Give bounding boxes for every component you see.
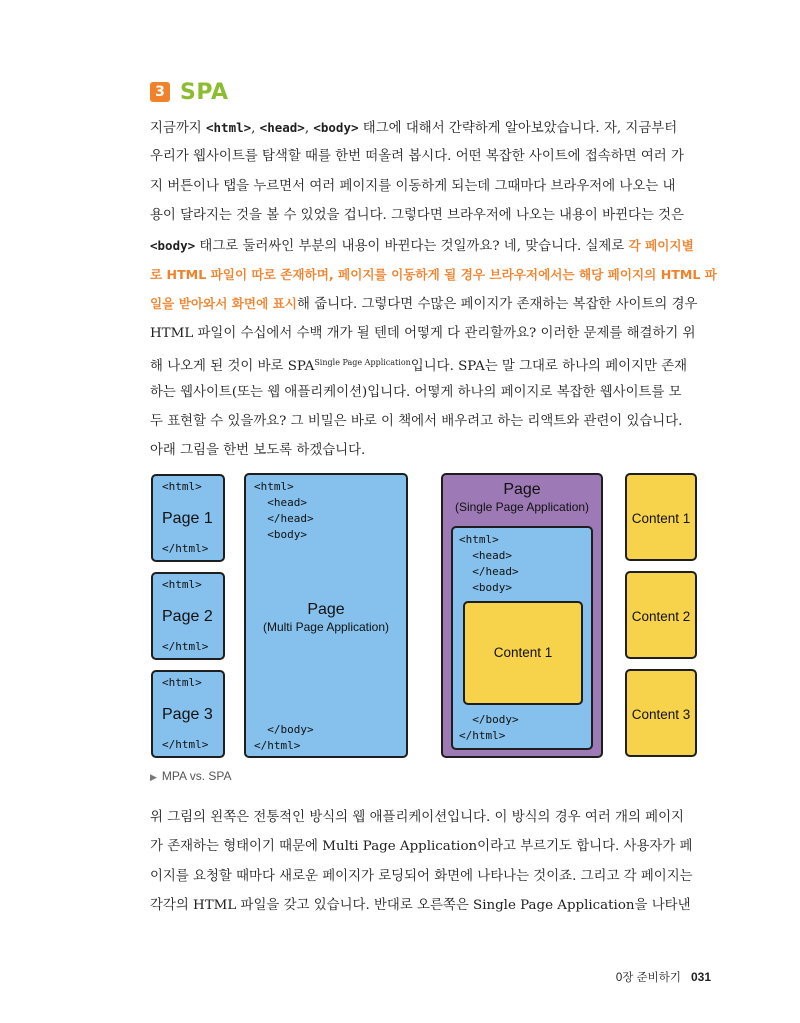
section-number-badge: 3 <box>150 82 170 102</box>
content-box-3 <box>625 669 697 757</box>
text-line: 아래 그림을 한번 보도록 하겠습니다. <box>150 443 366 459</box>
page-label: Page 2 <box>162 608 213 625</box>
page-footer <box>616 969 711 985</box>
text-line: 우리가 웹사이트를 탐색할 때를 한번 떠올려 봅시다. 어떤 복잡한 사이트에 접속하면 여러 가 <box>150 149 684 165</box>
diagram-page-title: Page <box>307 601 345 618</box>
code-body-tag: <body> <box>150 237 196 253</box>
code-open: <html> <box>162 578 202 591</box>
diagram-page-title: Page <box>503 481 541 498</box>
text-line: 지 버튼이나 탭을 누르면서 여러 페이지를 이동하게 되는데 그때마다 브라우저에 나오는 내 <box>150 178 676 194</box>
spa-page-box <box>441 473 603 758</box>
spa-content-box <box>463 601 583 705</box>
content-label: Content 3 <box>631 707 691 722</box>
caption-text: MPA vs. SPA <box>161 769 232 783</box>
superscript-note: Single Page Application <box>314 358 411 368</box>
text-line: 두 표현할 수 있을까요? 그 비밀은 바로 이 책에서 배우려고 하는 리액트와 관련이 있습니다. <box>150 413 683 429</box>
mpa-page-2-box <box>151 572 225 660</box>
highlight-text: 일을 받아와서 화면에 표시 <box>150 296 297 312</box>
mpa-page-3-box <box>151 670 225 758</box>
code-block-bottom: </body> </html> <box>254 723 314 752</box>
code-block-top: <html> <head> </head> <body> <box>459 533 519 594</box>
code-body-tag: <body> <box>313 120 359 135</box>
text-line: 이지를 요청할 때마다 새로운 페이지가 로딩되어 화면에 나타나는 것이죠. 그리고 각 페이지는 <box>150 868 693 884</box>
highlight-text: 각 페이지별 <box>628 237 694 253</box>
highlight-text: 로 HTML 파일이 따로 존재하며, 페이지를 이동하게 될 경우 브라우저에서는 해당 페이지의 HTML 파 <box>150 266 717 282</box>
text-line: <body> 태그로 둘러싸인 부분의 내용이 바뀐다는 것일까요? 네, 맞습니다. 실제로 각 페이지별 <box>150 237 694 254</box>
text-line: 일을 받아와서 화면에 표시해 줍니다. 그렇다면 수많은 페이지가 존재하는 복잡한 사이트의 경우 <box>150 296 698 313</box>
page-number: 031 <box>690 970 711 984</box>
content-box-2 <box>625 571 697 659</box>
section-title: SPA <box>180 79 229 105</box>
explanation-paragraph <box>150 803 718 921</box>
content-label: Content 2 <box>631 609 691 624</box>
mpa-page-box <box>244 473 408 758</box>
page-label: Page 3 <box>162 706 213 723</box>
text-line: 지금까지 <html>, <head>, <body> 태그에 대해서 간략하게 알아보았습니다. 자, 지금부터 <box>150 120 678 136</box>
code-block-bottom: </body> </html> <box>459 713 519 742</box>
code-open: <html> <box>162 676 202 689</box>
text-line: 각각의 HTML 파일을 갖고 있습니다. 반대로 오른쪽은 Single Page Application을 나타낸 <box>150 898 691 914</box>
code-close: </html> <box>162 640 209 653</box>
text-line: HTML 파일이 수십에서 수백 개가 될 텐데 어떻게 다 관리할까요? 이러한 문제를 해결하기 위 <box>150 325 696 341</box>
caption-triangle-icon: ▶ <box>150 772 157 782</box>
text-line: 용이 달라지는 것을 볼 수 있었을 겁니다. 그렇다면 브라우저에 나오는 내용이 바뀐다는 것은 <box>150 208 684 224</box>
text-line: 위 그림의 왼쪽은 전통적인 방식의 웹 애플리케이션입니다. 이 방식의 경우 여러 개의 페이지 <box>150 810 684 825</box>
figure-caption <box>150 769 232 783</box>
code-open: <html> <box>162 480 202 493</box>
text-line: 해 나오게 된 것이 바로 $SPA^{Single Page Application}$입니다. SPA는 말 그대로 하나의 페이지만 존재 <box>150 358 688 375</box>
code-close: </html> <box>162 738 209 751</box>
code-close: </html> <box>162 542 209 555</box>
mpa-page-1-box <box>151 474 225 562</box>
diagram-page-subtitle: (Multi Page Application) <box>262 620 390 634</box>
content-label: Content 1 <box>631 511 691 526</box>
code-block-top: <html> <head> </head> <body> <box>254 480 314 541</box>
intro-paragraph <box>150 113 718 466</box>
content-label: Content 1 <box>493 645 553 660</box>
page-label: Page 1 <box>162 510 213 527</box>
code-html-tag: <html> <box>206 120 252 135</box>
text-line: 하는 웹사이트(또는 웹 애플리케이션)입니다. 어떻게 하나의 페이지로 복잡한 웹사이트를 모 <box>150 384 682 400</box>
spa-html-box <box>451 526 593 750</box>
section-heading <box>150 80 228 104</box>
content-box-1 <box>625 473 697 561</box>
text-line: 가 존재하는 형태이기 때문에 Multi Page Application이라고 부르기도 합니다. 사용자가 페 <box>150 839 693 855</box>
chapter-label: 0장 준비하기 <box>615 972 681 984</box>
diagram-page-subtitle: (Single Page Application) <box>454 500 590 514</box>
code-head-tag: <head> <box>259 120 305 135</box>
